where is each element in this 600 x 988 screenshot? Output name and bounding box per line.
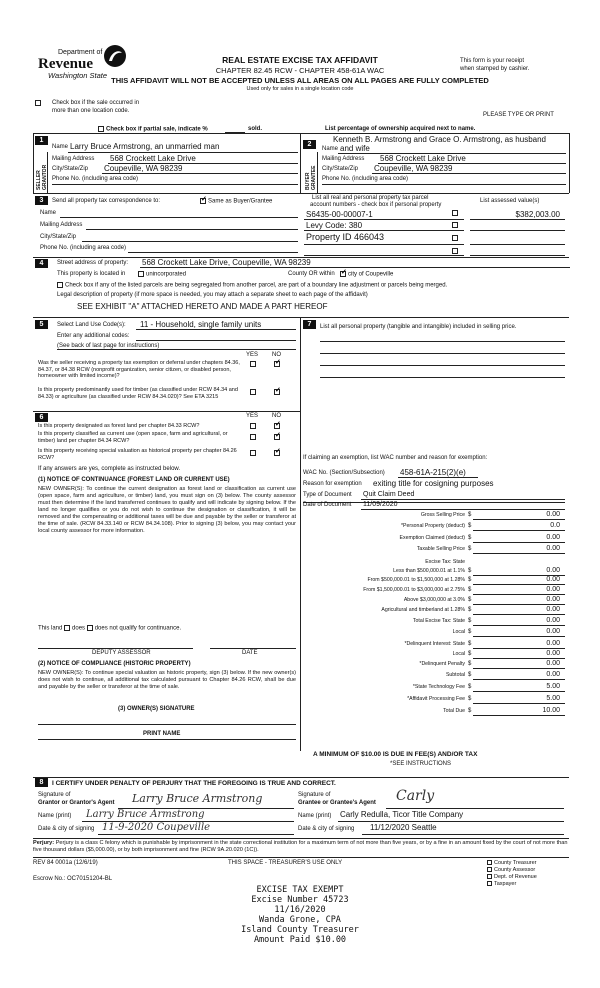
tax-row-currency: $ — [468, 577, 472, 583]
land-use-label: Select Land Use Code(s): — [57, 322, 126, 328]
if-yes-note: If any answers are yes, complete as instructed below. — [38, 466, 181, 472]
legal-desc-label: Legal description of property (if more space is needed, you may attach a separate sheet to each page of the affidavit) — [57, 292, 368, 298]
grantee-date-city[interactable]: 11/12/2020 Seattle — [370, 823, 437, 832]
section-8-badge: 8 — [35, 778, 48, 787]
grantor-date-label: Date & city of signing — [38, 826, 95, 832]
copy-label: Dept. of Revenue — [494, 874, 537, 880]
tax-row-value[interactable]: 0.00 — [546, 671, 560, 678]
sec5-question-2: Is this property predominantly used for timber (as classified under RCW 84.34 and 84.33) or agriculture (as classified under RCW 84.34.020)? See ETA 3215 — [38, 387, 238, 400]
claiming-exemption-label: If claiming an exemption, list WAC number and reason for exemption: — [303, 455, 488, 461]
wac-number[interactable]: 458-61A-215(2)(e) — [400, 468, 466, 477]
property-id[interactable]: Property ID 466043 — [306, 232, 385, 242]
legal-description[interactable]: SEE EXHIBIT "A" ATTACHED HERETO AND MADE A PART HEREOF — [77, 302, 328, 311]
tax-row-label: *Affidavit Processing Fee — [407, 696, 465, 702]
tax-row-label: *Personal Property (deduct) — [400, 523, 465, 529]
washington-state-label: Washington State — [48, 71, 108, 80]
copy-item[interactable] — [487, 867, 535, 874]
tax-row-label: *State Technology Fee — [412, 684, 465, 690]
tax-row-currency: $ — [468, 587, 472, 593]
tax-row-value[interactable]: 5.00 — [546, 683, 560, 690]
segregated-label: Check box if any of the listed parcels are being segregated from another parcel, are part of a boundary line adjustment or parcels being merged. — [65, 282, 448, 289]
parcel-number-1[interactable]: S6435-00-00007-1 — [306, 210, 373, 219]
tax-row-currency: $ — [468, 512, 472, 518]
buyer-addr-label: Mailing Address — [322, 156, 365, 162]
personal-property-label: List all personal property (tangible and intangible) included in selling price. — [320, 324, 517, 330]
sec6-q1-no[interactable] — [274, 423, 280, 429]
buyer-city[interactable]: Coupeville, WA 98239 — [374, 164, 453, 173]
sec5-question-1: Was the seller receiving a property tax exemption or deferral under chapters 84.36, 84.37, or 84.38 RCW (nonprofit organization, senior citizen, or disabled person, homeowner with limited income)? — [38, 360, 240, 380]
buyer-name-line-2[interactable]: and wife — [340, 144, 370, 153]
section-6-badge: 6 — [35, 413, 48, 422]
qualify-row — [38, 625, 181, 633]
tax-row-label: *Delinquent Penalty — [419, 661, 465, 667]
buyer-address[interactable]: 568 Crockett Lake Drive — [380, 154, 466, 163]
tax-row-currency: $ — [468, 696, 472, 702]
seller-phone-label: Phone No. (including area code) — [52, 176, 139, 182]
tax-row-label: Local — [452, 651, 465, 657]
sec5-q2-yes[interactable] — [250, 389, 256, 395]
rev-number: REV 84 0001a (12/6/19) — [33, 860, 98, 866]
stamp-line-2: Excise Number 45723 — [251, 895, 349, 905]
tax-row-value[interactable]: 0.00 — [546, 534, 560, 541]
tax-row-value[interactable]: 0.00 — [546, 567, 560, 574]
corr-name-label: Name — [40, 210, 57, 216]
grantor-sig-label-1: Signature of — [38, 792, 71, 798]
sec5-no-header: NO — [272, 352, 281, 358]
tax-row-label: Subtotal — [445, 672, 465, 678]
tax-row-label: Local — [452, 629, 465, 635]
parcel-4-personal-checkbox[interactable] — [452, 248, 458, 254]
tax-row-value[interactable]: 0.0 — [550, 522, 560, 529]
tax-row-value[interactable]: 0.00 — [546, 628, 560, 635]
copy-checkbox[interactable] — [487, 867, 492, 872]
tax-row-currency: $ — [468, 708, 472, 714]
sec5-q1-yes[interactable] — [250, 361, 256, 367]
tax-row-currency: $ — [468, 641, 472, 647]
form-title: REAL ESTATE EXCISE TAX AFFIDAVIT — [222, 55, 378, 65]
document-date[interactable]: 11/09/2020 — [363, 501, 398, 508]
section-3-badge: 3 — [35, 196, 48, 205]
tax-row-label: Exemption Claimed (deduct) — [399, 535, 465, 541]
tax-row-value[interactable]: 0.00 — [546, 576, 560, 583]
parcel-1-personal-checkbox[interactable] — [452, 210, 458, 216]
tax-row-currency: $ — [468, 568, 472, 574]
grantor-date-city[interactable]: 11-9-2020 Coupeville — [102, 822, 211, 833]
tax-row-currency: $ — [468, 535, 472, 541]
notice-1-body: NEW OWNER(S): To continue the current designation as forest land or classification as current use (open space, farm and agriculture, or timber) land, you must sign on (3) below. The county assessor must then determine if the land transferred continues to qualify and will indicate by signing below. If the land no longer qualifies or you do not wish to continue the designation or classification, it will be removed and the compensating or additional taxes will be due and payable by the seller or transferor at the time of sale. (RCW 84.33.140 or RCW 84.34.108). Prior to signing (3) below, you may contact your local county assessor for more information. — [38, 486, 296, 534]
ownership-note: List percentage of ownership acquired next to name. — [325, 126, 476, 132]
multi-location-label-2: more than one location code. — [52, 108, 130, 114]
treasurer-use-label: THIS SPACE - TREASURER'S USE ONLY — [228, 860, 343, 866]
tax-row-label: *Delinquent Interest: State — [404, 641, 465, 647]
escrow-number: Escrow No.: OC70151204-BL — [33, 876, 113, 882]
section-5-badge: 5 — [35, 320, 48, 329]
tax-row-label: Agricultural and timberland at 1.28% — [381, 607, 465, 613]
tax-row-currency: $ — [468, 629, 472, 635]
multi-location-checkbox-row[interactable] — [35, 100, 43, 108]
tax-row-label: From $500,000.01 to $1,500,000 at 1.28% — [367, 577, 465, 583]
same-as-buyer-label: Same as Buyer/Grantee — [208, 198, 273, 205]
tax-row-currency: $ — [468, 661, 472, 667]
tax-row-value[interactable]: 0.00 — [546, 606, 560, 613]
copy-label: Taxpayer — [494, 881, 517, 887]
this-land-label: This land — [38, 625, 63, 632]
parcel-header-2: account numbers - check box if personal property — [310, 202, 442, 208]
tax-row-label: From $1,500,000.01 to $3,000,000 at 2.75% — [363, 587, 465, 593]
property-street[interactable]: 568 Crockett Lake Drive, Coupeville, WA 98239 — [142, 258, 311, 267]
form-chapter: CHAPTER 82.45 RCW - CHAPTER 458-61A WAC — [215, 66, 385, 75]
tax-row-value[interactable]: 0.00 — [546, 586, 560, 593]
tax-row-label: Gross Selling Price — [420, 512, 465, 518]
sec6-question-2: Is this property classified as current use (open space, farm and agricultural, or timber) land per chapter 84.34 RCW? — [38, 431, 228, 444]
grantee-print-name[interactable]: Carly Redulla, Ticor Title Company — [340, 810, 464, 819]
parcel-2-personal-checkbox[interactable] — [452, 222, 458, 228]
grantee-sig-label-1: Signature of — [298, 792, 331, 798]
buyer-side-label: BUYER GRANTEE — [305, 165, 317, 190]
type-or-print: PLEASE TYPE OR PRINT — [483, 112, 554, 118]
segregated-checkbox[interactable] — [57, 282, 63, 288]
wac-label: WAC No. (Section/Subsection) — [303, 470, 385, 476]
sec6-q1-yes[interactable] — [250, 423, 256, 429]
grantor-print-name[interactable]: Larry Bruce Armstrong — [86, 809, 205, 820]
multi-location-label-1: Check box if the sale occurred in — [52, 100, 140, 106]
buyer-city-label: City/State/Zip — [322, 166, 359, 172]
grantee-print-label: Name (print) — [298, 813, 332, 819]
section-4-badge: 4 — [35, 259, 48, 268]
tax-row-currency: $ — [468, 651, 472, 657]
tax-row-currency: $ — [468, 597, 472, 603]
tax-row-value[interactable]: 0.00 — [546, 640, 560, 647]
sec6-q3-yes[interactable] — [250, 450, 256, 456]
tax-row-currency: $ — [468, 618, 472, 624]
tax-row-value[interactable]: 10.00 — [542, 707, 560, 714]
stamp-line-6: Amount Paid $10.00 — [253, 935, 347, 945]
tax-row-value[interactable]: 0.00 — [546, 650, 560, 657]
notice-2-body: NEW OWNER(S): To continue special valuation as historic property, sign (3) below. If the new owner(s) does not wish to continue, all additional tax calculated pursuant to Chapter 84.26 RCW, shall be due and payable by the seller or transferor at the time of sale. — [38, 670, 296, 690]
exempt-stamp — [0, 885, 600, 945]
land-use-code[interactable]: 11 - Household, single family units — [140, 320, 262, 329]
tax-row-label: Above $3,000,000 at 3.0% — [403, 597, 465, 603]
tax-row-value[interactable]: 0.00 — [546, 545, 560, 552]
notice-2-title: (2) NOTICE OF COMPLIANCE (HISTORIC PROPERTY) — [38, 661, 191, 667]
additional-codes-label: Enter any additional codes: — [57, 333, 130, 339]
assessed-value-1[interactable]: $382,003.00 — [515, 210, 560, 219]
does-label: does — [72, 625, 86, 632]
partial-sale-checkbox[interactable] — [98, 126, 104, 132]
unincorporated-row[interactable] — [138, 271, 186, 279]
street-label: Street address of property: — [57, 260, 129, 266]
sec6-question-1: Is this property designated as forest land per chapter 84.33 RCW? — [38, 423, 200, 429]
does-not-qualify-checkbox[interactable] — [87, 625, 93, 631]
copy-item[interactable] — [487, 860, 537, 867]
sec6-yes-header: YES — [246, 413, 259, 419]
sec5-yes-header: YES — [246, 352, 259, 358]
sec5-q2-no[interactable] — [274, 389, 280, 395]
grantee-signature[interactable]: Carly — [396, 788, 435, 804]
print-name-label: PRINT NAME — [143, 731, 181, 737]
tax-row-label: Excise Tax: State — [425, 559, 465, 565]
within-city-checkbox[interactable] — [340, 271, 346, 277]
document-type[interactable]: Quit Claim Deed — [363, 491, 415, 498]
tax-row-label: Total Excise Tax: State — [412, 618, 465, 624]
section-1-badge: 1 — [35, 136, 48, 145]
multi-location-checkbox[interactable] — [35, 100, 41, 106]
buyer-phone-label: Phone No. (including area code) — [322, 176, 409, 182]
seller-city-label: City/State/Zip — [52, 166, 89, 172]
send-correspondence-label: Send all property tax correspondence to: — [52, 198, 161, 204]
certify-statement: I CERTIFY UNDER PENALTY OF PERJURY THAT THE FOREGOING IS TRUE AND CORRECT. — [52, 780, 336, 787]
copy-checkbox[interactable] — [487, 860, 492, 865]
tax-row-value[interactable]: 0.00 — [546, 617, 560, 624]
deputy-date-label: DATE — [242, 650, 258, 656]
grantor-signature[interactable]: Larry Bruce Armstrong — [132, 792, 263, 805]
seller-name[interactable]: Larry Bruce Armstrong, an unmarried man — [70, 142, 220, 151]
stamp-line-4: Wanda Grone, CPA — [259, 915, 341, 925]
tax-row-currency: $ — [468, 607, 472, 613]
county-or-within-label: County OR within — [288, 271, 335, 277]
seller-addr-label: Mailing Address — [52, 156, 95, 162]
tax-row-currency: $ — [468, 684, 472, 690]
sec5-q1-no[interactable] — [274, 361, 280, 367]
buyer-name-label: Name — [322, 146, 339, 152]
doc-type-label: Type of Document — [303, 492, 352, 498]
used-only-note: Used only for sales in a single location code — [246, 86, 354, 92]
tax-row-label: Less than $500,000.01 at 1.1% — [393, 568, 465, 574]
grantee-date-label: Date & city of signing — [298, 826, 355, 832]
notice-1-title: (1) NOTICE OF CONTINUANCE (FOREST LAND OR CURRENT USE) — [38, 477, 230, 483]
doc-date-label: Date of Document — [303, 502, 352, 508]
within-city-label: city of Coupeville — [348, 271, 394, 278]
seller-name-label: Name — [52, 144, 69, 150]
partial-sale-label: Check box if partial sale, indicate % — [106, 126, 208, 133]
section-2-badge: 2 — [303, 140, 316, 149]
see-instructions-note: *SEE INSTRUCTIONS — [390, 761, 452, 767]
corr-addr-label: Mailing Address — [40, 222, 83, 228]
does-qualify-checkbox[interactable] — [64, 625, 70, 631]
perjury-text: Perjury is a class C felony which is punishable by imprisonment in the state correctional institution for a maximum term of not more than five years, or by a fine in an amount fixed by the court of not more than five thousand dollars ($5,000.00), or by both imprisonment and fine (RCW 9A.20.020 (1C)). — [33, 840, 568, 853]
tax-row-value[interactable]: 0.00 — [546, 511, 560, 518]
parcel-header-1: List all real and personal property tax parcel — [312, 195, 429, 201]
grantee-sig-label-2: Grantee or Grantee's Agent — [298, 800, 376, 806]
buyer-name-line-1[interactable]: Kenneth B. Armstrong and Grace O. Armstrong, as husband — [333, 135, 547, 144]
tax-row-label: Total Due — [443, 708, 465, 714]
does-not-label: does not qualify for continuance. — [94, 625, 182, 632]
tax-row-currency: $ — [468, 672, 472, 678]
receipt-note-2: when stamped by cashier. — [460, 66, 530, 72]
grantor-print-label: Name (print) — [38, 813, 72, 819]
same-as-buyer-row[interactable] — [200, 198, 272, 206]
levy-code[interactable]: Levy Code: 380 — [306, 221, 363, 230]
exemption-reason[interactable]: exiting title for cosigning purposes — [373, 479, 494, 488]
owner-signature-label: (3) OWNER(S) SIGNATURE — [118, 706, 195, 712]
tax-row-value[interactable]: 0.00 — [546, 660, 560, 667]
revenue-logo-text: Revenue — [38, 56, 93, 72]
parcel-3-personal-checkbox[interactable] — [452, 235, 458, 241]
receipt-note-1: This form is your receipt — [460, 58, 525, 64]
minimum-due-note: A MINIMUM OF $10.00 IS DUE IN FEE(S) AND/OR TAX — [313, 751, 478, 758]
copy-label: County Treasurer — [494, 860, 537, 866]
deputy-assessor-label: DEPUTY ASSESSOR — [92, 650, 151, 656]
assessed-header: List assessed value(s) — [480, 198, 540, 204]
same-as-buyer-checkbox[interactable] — [200, 198, 206, 204]
section-7-badge: 7 — [303, 320, 316, 329]
within-city-row[interactable] — [340, 271, 393, 279]
stamp-line-1: EXCISE TAX EXEMPT — [256, 885, 344, 895]
tax-row-value[interactable]: 5.00 — [546, 695, 560, 702]
tax-row-currency: $ — [468, 546, 472, 552]
corr-city-label: City/State/Zip — [40, 234, 77, 240]
copy-checkbox[interactable] — [487, 874, 492, 879]
perjury-label: Perjury: — [33, 840, 55, 846]
dept-label: Department of — [58, 49, 103, 56]
stamp-line-3: 11/16/2020 — [274, 905, 326, 915]
sec6-q3-no[interactable] — [274, 450, 280, 456]
sec6-q2-no[interactable] — [274, 434, 280, 440]
sec6-q2-yes[interactable] — [250, 434, 256, 440]
segregated-row[interactable] — [57, 282, 447, 290]
located-label: This property is located in — [57, 271, 126, 277]
sec6-no-header: NO — [272, 413, 281, 419]
tax-row-value[interactable]: 0.00 — [546, 596, 560, 603]
copy-item[interactable] — [487, 874, 537, 881]
tax-row-label: Taxable Selling Price — [416, 546, 465, 552]
grantor-sig-label-2: Grantor or Grantor's Agent — [38, 800, 115, 806]
sec6-question-3: Is this property receiving special valuation as historical property per chapter 84.26 RCW? — [38, 448, 237, 461]
seller-address[interactable]: 568 Crockett Lake Drive — [110, 154, 196, 163]
seller-side-label: SELLER GRANTOR — [36, 164, 48, 190]
tax-row-currency: $ — [468, 523, 472, 529]
reason-label: Reason for exemption — [303, 481, 362, 487]
corr-phone-label: Phone No. (including area code) — [40, 245, 127, 251]
unincorporated-checkbox[interactable] — [138, 271, 144, 277]
unincorporated-label: unincorporated — [146, 271, 187, 278]
stamp-line-5: Island County Treasurer — [241, 925, 359, 935]
seller-city[interactable]: Coupeville, WA 98239 — [104, 164, 183, 173]
see-back-note: (See back of last page for instructions) — [57, 343, 160, 349]
perjury-notice — [33, 840, 569, 853]
partial-sold-label: sold. — [248, 126, 263, 132]
form-warning: THIS AFFIDAVIT WILL NOT BE ACCEPTED UNLESS ALL AREAS ON ALL PAGES ARE FULLY COMPLETED — [111, 76, 489, 85]
copy-label: County Assessor — [494, 867, 536, 873]
